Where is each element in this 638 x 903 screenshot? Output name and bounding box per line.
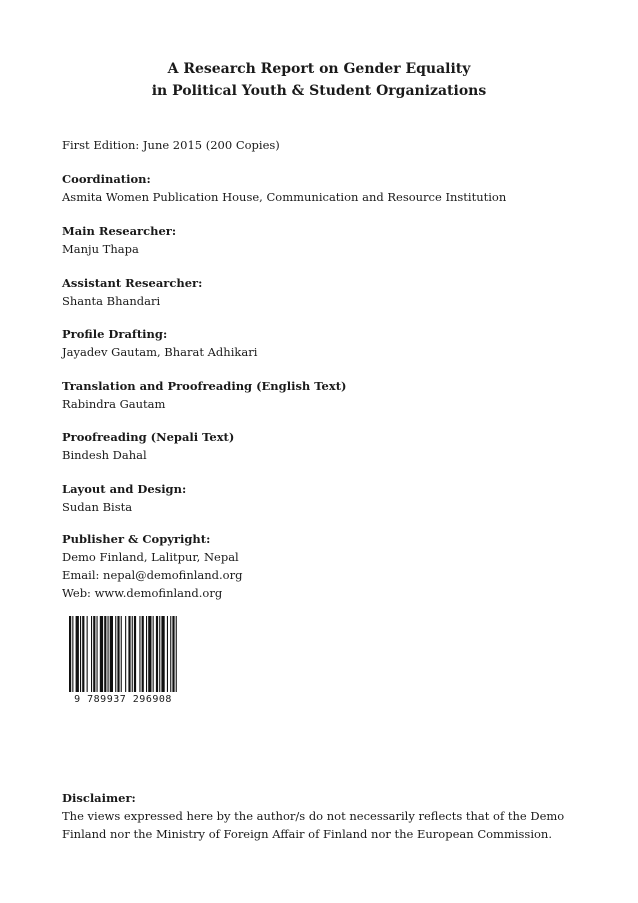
coordination-value: Asmita Women Publication House, Communication and Resource Institution — [62, 190, 507, 204]
barcode-bar — [139, 616, 140, 692]
barcode-bar — [104, 616, 106, 692]
disclaimer-text: The views expressed here by the author/s do not necessarily reflects that of the Demo Finland nor the Ministry of Foreign Affair of Finland nor the European Commission. — [62, 809, 565, 841]
translation-section — [62, 377, 346, 413]
proofreading-nepali-section — [62, 428, 234, 464]
coordination-section — [62, 170, 506, 206]
edition-text: First Edition: June 2015 (200 Copies) — [62, 138, 280, 152]
layout-design-section — [62, 480, 186, 516]
barcode-bars — [63, 616, 183, 692]
barcode-bar — [80, 616, 81, 692]
translation-value: Rabindra Gautam — [62, 397, 166, 411]
barcode-bar — [161, 616, 164, 692]
publisher-web: Web: www.demofinland.org — [62, 586, 223, 600]
barcode-bar — [125, 616, 126, 692]
barcode-bar — [156, 616, 158, 692]
barcode-bar — [69, 616, 71, 692]
profile-drafting-value: Jayadev Gautam, Bharat Adhikari — [62, 345, 258, 359]
publisher-label: Publisher & Copyright: — [62, 532, 211, 546]
barcode-bar — [115, 616, 116, 692]
assistant-researcher-value: Shanta Bhandari — [62, 294, 161, 308]
proofreading-nepali-label: Proofreading (Nepali Text) — [62, 430, 235, 444]
translation-label: Translation and Proofreading (English Text) — [62, 379, 347, 393]
main-researcher-label: Main Researcher: — [62, 224, 177, 238]
barcode-bar — [110, 616, 113, 692]
barcode-bar — [100, 616, 103, 692]
barcode-bar — [167, 616, 168, 692]
main-researcher-section — [62, 222, 176, 258]
report-title — [0, 58, 638, 102]
barcode-bar — [142, 616, 144, 692]
main-researcher-value: Manju Thapa — [62, 242, 139, 256]
edition-info — [62, 136, 280, 154]
publisher-email: Email: nepal@demofinland.org — [62, 568, 243, 582]
layout-design-label: Layout and Design: — [62, 482, 187, 496]
barcode-bar — [91, 616, 92, 692]
isbn-barcode — [63, 616, 183, 708]
barcode-bar — [128, 616, 130, 692]
barcode-bar — [146, 616, 147, 692]
barcode-bar — [72, 616, 73, 692]
barcode-bar — [172, 616, 174, 692]
barcode-bar — [87, 616, 88, 692]
layout-design-value: Sudan Bista — [62, 500, 133, 514]
barcode-bar — [134, 616, 136, 692]
disclaimer-label: Disclaimer: — [62, 791, 136, 805]
publisher-section — [62, 530, 242, 602]
report-title-line-2: in Political Youth & Student Organizations — [151, 83, 487, 99]
barcode-bar — [97, 616, 98, 692]
barcode-bar — [121, 616, 122, 692]
barcode-bar — [148, 616, 151, 692]
coordination-label: Coordination: — [62, 172, 151, 186]
proofreading-nepali-value: Bindesh Dahal — [62, 448, 147, 462]
profile-drafting-label: Profile Drafting: — [62, 327, 168, 341]
barcode-bar — [93, 616, 95, 692]
barcode-bar — [170, 616, 171, 692]
barcode-bar — [117, 616, 119, 692]
assistant-researcher-section — [62, 274, 202, 310]
barcode-bar — [159, 616, 160, 692]
barcode-bar — [76, 616, 79, 692]
barcode-bar — [82, 616, 84, 692]
barcode-bar — [108, 616, 109, 692]
report-title-line-1: A Research Report on Gender Equality — [167, 61, 471, 77]
profile-drafting-section — [62, 325, 257, 361]
publisher-address: Demo Finland, Lalitpur, Nepal — [62, 550, 239, 564]
barcode-bar — [176, 616, 177, 692]
barcode-bar — [153, 616, 154, 692]
barcode-bar — [132, 616, 133, 692]
assistant-researcher-label: Assistant Researcher: — [62, 276, 203, 290]
disclaimer-section — [62, 789, 582, 843]
barcode-digits: 9 789937 296908 — [74, 694, 172, 705]
